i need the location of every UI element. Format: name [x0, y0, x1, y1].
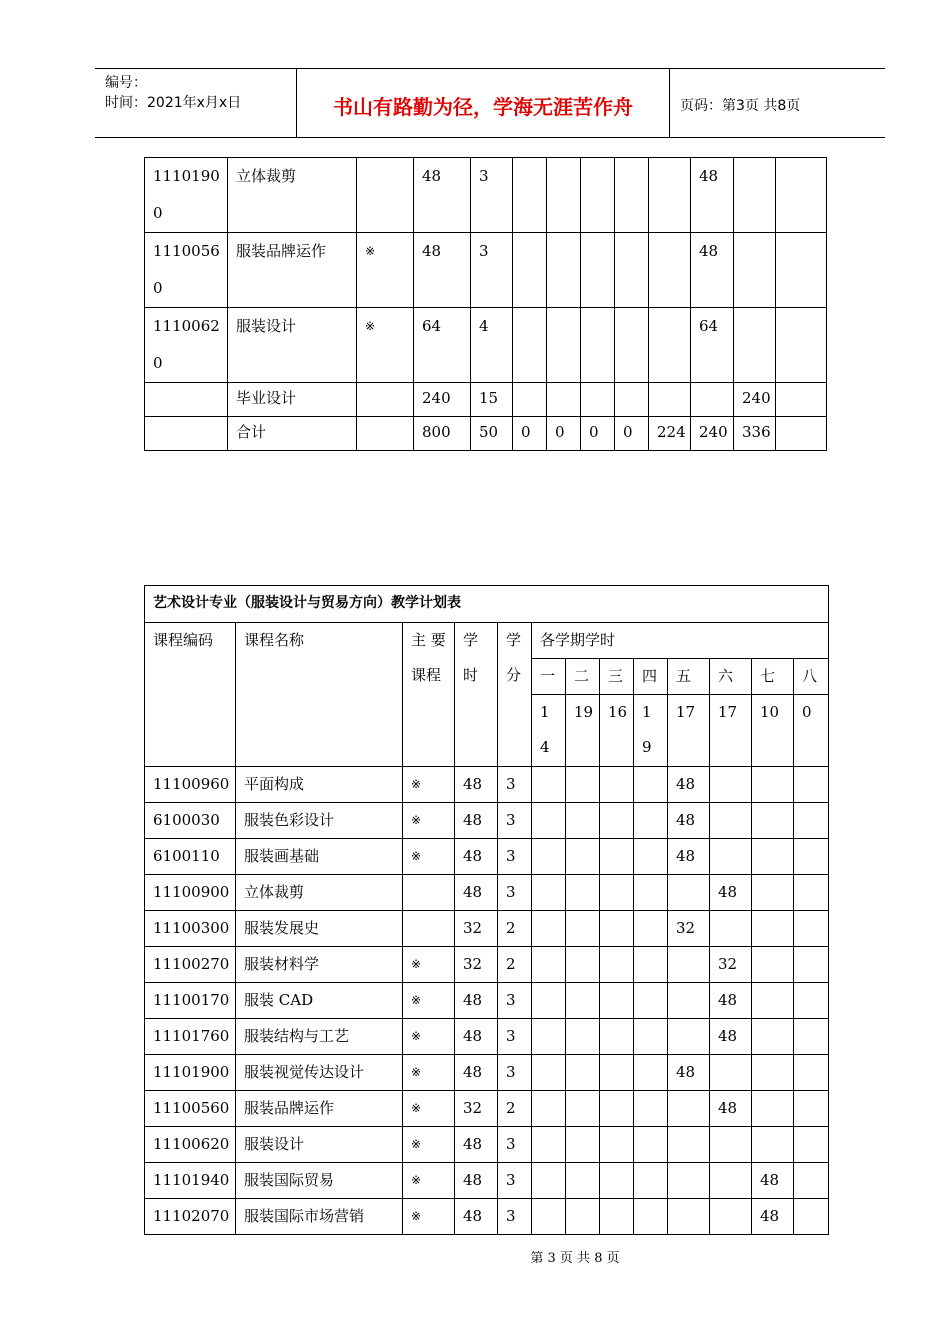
- hours-cell: 48: [455, 1055, 498, 1091]
- semester-2-cell: [566, 767, 600, 803]
- hours-cell: 48: [455, 1199, 498, 1235]
- header-main: 主 要 课程: [403, 623, 455, 767]
- motto: 书山有路勤为径，学海无涯苦作舟: [333, 95, 633, 119]
- main-course-mark-cell: ※: [403, 1127, 455, 1163]
- semester-8-cell: [794, 1091, 829, 1127]
- course-code-cell: 6100110: [145, 839, 236, 875]
- semester-4-cell: [615, 233, 649, 308]
- semester-1-cell: [532, 1055, 566, 1091]
- table-row: [145, 1163, 829, 1199]
- semester-7-cell: [752, 911, 794, 947]
- credit-cell: 2: [498, 911, 532, 947]
- credit-cell: 3: [471, 233, 513, 308]
- semester-1-cell: [532, 1091, 566, 1127]
- course-code-cell: 11100620: [145, 1127, 236, 1163]
- semester-6-cell: [710, 1163, 752, 1199]
- table-row: [145, 233, 827, 308]
- semester-2-cell: [566, 1163, 600, 1199]
- course-name-cell: 立体裁剪: [236, 875, 403, 911]
- semester-5-cell: 48: [668, 803, 710, 839]
- semester-header-4: 四: [634, 659, 668, 695]
- course-name-cell: 合计: [228, 417, 357, 451]
- semester-header-8: 八: [794, 659, 829, 695]
- semester-8-cell: [794, 1199, 829, 1235]
- semester-7-cell: [752, 803, 794, 839]
- semester-2-cell: [547, 383, 581, 417]
- semester-6-cell: [710, 1127, 752, 1163]
- semester-1-cell: [532, 875, 566, 911]
- footer-page-number: 第 3 页 共 8 页: [530, 1251, 620, 1266]
- table-row: [145, 947, 829, 983]
- credit-cell: 2: [498, 947, 532, 983]
- hours-cell: 32: [455, 1091, 498, 1127]
- semester-4-cell: [634, 1199, 668, 1235]
- semester-8-cell: [776, 417, 827, 451]
- credit-cell: 3: [498, 767, 532, 803]
- semester-header-1: 一: [532, 659, 566, 695]
- semester-6-cell: 48: [710, 983, 752, 1019]
- semester-4-cell: [634, 1019, 668, 1055]
- credit-cell: 4: [471, 308, 513, 383]
- semester-4-cell: [615, 158, 649, 233]
- semester-7-cell: [752, 767, 794, 803]
- semester-7-cell: [752, 875, 794, 911]
- code-label: 编号：: [105, 75, 147, 91]
- semester-6-cell: [710, 803, 752, 839]
- semester-3-cell: [581, 233, 615, 308]
- teaching-plan-table: [144, 585, 829, 1235]
- semester-1-cell: [532, 803, 566, 839]
- semester-6-cell: 48: [710, 1091, 752, 1127]
- table-title: 艺术设计专业（服装设计与贸易方向）教学计划表: [145, 586, 829, 623]
- semester-3-cell: [600, 947, 634, 983]
- table-row: [145, 983, 829, 1019]
- semester-8-cell: [776, 158, 827, 233]
- course-name-cell: 服装色彩设计: [236, 803, 403, 839]
- course-code-cell: 11101900: [145, 1055, 236, 1091]
- semester-4-cell: [615, 308, 649, 383]
- credit-cell: 2: [498, 1091, 532, 1127]
- table-row: [145, 875, 829, 911]
- header-semester-hours: 各学期学时: [532, 623, 829, 659]
- semester-6-cell: 240: [691, 417, 734, 451]
- semester-5-cell: 48: [668, 767, 710, 803]
- semester-weeks-3: 16: [600, 695, 634, 767]
- table-row: [145, 1127, 829, 1163]
- semester-2-cell: [566, 1019, 600, 1055]
- semester-1-cell: [532, 1199, 566, 1235]
- header-credit: 学 分: [498, 623, 532, 767]
- semester-4-cell: [634, 875, 668, 911]
- semester-5-cell: [649, 308, 691, 383]
- course-code-cell: 11100900: [145, 875, 236, 911]
- semester-5-cell: [668, 1127, 710, 1163]
- table-row: [145, 1199, 829, 1235]
- semester-5-cell: 224: [649, 417, 691, 451]
- credit-cell: 3: [498, 1163, 532, 1199]
- credit-cell: 3: [498, 1199, 532, 1235]
- semester-1-cell: [513, 158, 547, 233]
- semester-5-cell: [668, 875, 710, 911]
- semester-8-cell: [794, 947, 829, 983]
- semester-3-cell: [600, 983, 634, 1019]
- semester-6-cell: 48: [710, 875, 752, 911]
- semester-8-cell: [794, 911, 829, 947]
- semester-5-cell: [668, 983, 710, 1019]
- course-code-cell: 11101940: [145, 1163, 236, 1199]
- semester-4-cell: [634, 947, 668, 983]
- course-code-cell: [145, 383, 228, 417]
- semester-5-cell: [668, 1199, 710, 1235]
- main-course-mark-cell: ※: [403, 947, 455, 983]
- semester-7-cell: [734, 308, 776, 383]
- credit-cell: 50: [471, 417, 513, 451]
- semester-3-cell: [600, 911, 634, 947]
- credit-cell: 3: [498, 803, 532, 839]
- semester-4-cell: [634, 803, 668, 839]
- semester-1-cell: [532, 1127, 566, 1163]
- semester-8-cell: [794, 983, 829, 1019]
- hours-cell: 32: [455, 947, 498, 983]
- course-name-cell: 服装品牌运作: [236, 1091, 403, 1127]
- hours-cell: 240: [414, 383, 471, 417]
- semester-2-cell: 0: [547, 417, 581, 451]
- semester-2-cell: [566, 911, 600, 947]
- page-footer: [0, 1247, 950, 1266]
- main-course-mark-cell: ※: [403, 1163, 455, 1199]
- semester-6-cell: [691, 383, 734, 417]
- semester-6-cell: 48: [710, 1019, 752, 1055]
- header-hours: 学 时: [455, 623, 498, 767]
- semester-1-cell: [513, 383, 547, 417]
- semester-6-cell: [710, 911, 752, 947]
- main-course-mark-cell: [357, 417, 414, 451]
- header-name: 课程名称: [236, 623, 403, 767]
- table-row: [145, 911, 829, 947]
- table-row: [145, 767, 829, 803]
- main-course-mark-cell: ※: [403, 767, 455, 803]
- semester-7-cell: [752, 1091, 794, 1127]
- table-row: [145, 383, 827, 417]
- semester-7-cell: [752, 839, 794, 875]
- table-row: [145, 308, 827, 383]
- course-code-cell: 11100300: [145, 911, 236, 947]
- credit-cell: 3: [498, 1055, 532, 1091]
- semester-1-cell: [532, 947, 566, 983]
- page-info: 页码：第3页 共8页: [680, 98, 801, 114]
- semester-4-cell: [634, 911, 668, 947]
- credit-cell: 3: [498, 839, 532, 875]
- semester-1-cell: [532, 839, 566, 875]
- semester-3-cell: [600, 1055, 634, 1091]
- semester-8-cell: [794, 767, 829, 803]
- semester-3-cell: [600, 1091, 634, 1127]
- semester-6-cell: [710, 1055, 752, 1091]
- main-course-mark-cell: ※: [403, 1055, 455, 1091]
- semester-8-cell: [794, 1163, 829, 1199]
- hours-cell: 48: [455, 1127, 498, 1163]
- semester-weeks-7: 10: [752, 695, 794, 767]
- semester-6-cell: 48: [691, 158, 734, 233]
- semester-4-cell: [634, 983, 668, 1019]
- semester-5-cell: [668, 947, 710, 983]
- main-course-mark-cell: [357, 383, 414, 417]
- semester-7-cell: [734, 158, 776, 233]
- semester-4-cell: [615, 383, 649, 417]
- semester-header-6: 六: [710, 659, 752, 695]
- main-course-mark-cell: [403, 911, 455, 947]
- hours-cell: 48: [455, 983, 498, 1019]
- semester-4-cell: [634, 1091, 668, 1127]
- course-code-cell: 11100960: [145, 767, 236, 803]
- main-course-mark-cell: ※: [403, 1199, 455, 1235]
- semester-3-cell: [600, 803, 634, 839]
- semester-weeks-2: 19: [566, 695, 600, 767]
- semester-2-cell: [566, 803, 600, 839]
- semester-5-cell: [649, 383, 691, 417]
- course-code-cell: 11100560: [145, 1091, 236, 1127]
- semester-7-cell: 48: [752, 1199, 794, 1235]
- semester-1-cell: [513, 308, 547, 383]
- course-code-cell: 6100030: [145, 803, 236, 839]
- main-course-mark-cell: ※: [403, 983, 455, 1019]
- semester-7-cell: [752, 1019, 794, 1055]
- semester-5-cell: [649, 233, 691, 308]
- semester-2-cell: [547, 158, 581, 233]
- course-name-cell: 平面构成: [236, 767, 403, 803]
- course-name-cell: 立体裁剪: [228, 158, 357, 233]
- semester-3-cell: [600, 1163, 634, 1199]
- hours-cell: 48: [455, 1163, 498, 1199]
- main-course-mark-cell: ※: [357, 308, 414, 383]
- semester-2-cell: [566, 875, 600, 911]
- semester-5-cell: [668, 1163, 710, 1199]
- header-page-cell: [670, 69, 885, 137]
- semester-2-cell: [566, 1127, 600, 1163]
- main-course-mark-cell: ※: [403, 803, 455, 839]
- course-name-cell: 服装 CAD: [236, 983, 403, 1019]
- semester-6-cell: [710, 839, 752, 875]
- credit-cell: 3: [471, 158, 513, 233]
- semester-3-cell: 0: [581, 417, 615, 451]
- semester-4-cell: [634, 839, 668, 875]
- semester-1-cell: [532, 1019, 566, 1055]
- header-code: 课程编码: [145, 623, 236, 767]
- semester-6-cell: 32: [710, 947, 752, 983]
- semester-1-cell: 0: [513, 417, 547, 451]
- semester-weeks-8: 0: [794, 695, 829, 767]
- course-code-cell: 11100170: [145, 983, 236, 1019]
- header-motto-cell: [297, 69, 670, 137]
- main-course-mark-cell: ※: [403, 1091, 455, 1127]
- semester-header-7: 七: [752, 659, 794, 695]
- semester-7-cell: [752, 1127, 794, 1163]
- hours-cell: 48: [455, 839, 498, 875]
- main-course-mark-cell: [403, 875, 455, 911]
- course-code-cell: 1110056 0: [145, 233, 228, 308]
- hours-cell: 48: [414, 233, 471, 308]
- table-row: [145, 158, 827, 233]
- course-code-cell: [145, 417, 228, 451]
- semester-header-2: 二: [566, 659, 600, 695]
- main-course-mark-cell: ※: [403, 1019, 455, 1055]
- course-name-cell: 服装品牌运作: [228, 233, 357, 308]
- semester-4-cell: 0: [615, 417, 649, 451]
- semester-7-cell: [734, 233, 776, 308]
- semester-5-cell: [649, 158, 691, 233]
- semester-weeks-4: 1 9: [634, 695, 668, 767]
- main-course-mark-cell: [357, 158, 414, 233]
- semester-5-cell: 48: [668, 1055, 710, 1091]
- course-name-cell: 毕业设计: [228, 383, 357, 417]
- hours-cell: 64: [414, 308, 471, 383]
- semester-8-cell: [776, 308, 827, 383]
- credit-cell: 15: [471, 383, 513, 417]
- course-name-cell: 服装视觉传达设计: [236, 1055, 403, 1091]
- semester-1-cell: [532, 767, 566, 803]
- hours-cell: 800: [414, 417, 471, 451]
- table-row: [145, 1055, 829, 1091]
- semester-8-cell: [794, 803, 829, 839]
- semester-8-cell: [794, 839, 829, 875]
- course-code-cell: 11100270: [145, 947, 236, 983]
- course-name-cell: 服装画基础: [236, 839, 403, 875]
- semester-8-cell: [776, 383, 827, 417]
- semester-6-cell: 48: [691, 233, 734, 308]
- header-meta-cell: [95, 69, 297, 137]
- main-course-mark-cell: ※: [357, 233, 414, 308]
- semester-2-cell: [566, 1199, 600, 1235]
- table-row: [145, 803, 829, 839]
- semester-8-cell: [794, 875, 829, 911]
- semester-7-cell: [752, 983, 794, 1019]
- semester-3-cell: [600, 839, 634, 875]
- course-name-cell: 服装结构与工艺: [236, 1019, 403, 1055]
- semester-2-cell: [566, 947, 600, 983]
- semester-4-cell: [634, 1055, 668, 1091]
- semester-3-cell: [600, 1127, 634, 1163]
- semester-1-cell: [532, 983, 566, 1019]
- hours-cell: 48: [455, 767, 498, 803]
- semester-5-cell: [668, 1019, 710, 1055]
- semester-8-cell: [794, 1127, 829, 1163]
- semester-7-cell: [752, 1055, 794, 1091]
- semester-3-cell: [581, 308, 615, 383]
- credit-cell: 3: [498, 1019, 532, 1055]
- course-name-cell: 服装设计: [236, 1127, 403, 1163]
- semester-8-cell: [776, 233, 827, 308]
- semester-2-cell: [566, 1091, 600, 1127]
- semester-7-cell: 240: [734, 383, 776, 417]
- semester-1-cell: [513, 233, 547, 308]
- semester-3-cell: [600, 1019, 634, 1055]
- semester-4-cell: [634, 767, 668, 803]
- credit-cell: 3: [498, 1127, 532, 1163]
- semester-8-cell: [794, 1055, 829, 1091]
- semester-1-cell: [532, 911, 566, 947]
- semester-header-3: 三: [600, 659, 634, 695]
- table-row: [145, 1091, 829, 1127]
- semester-6-cell: 64: [691, 308, 734, 383]
- semester-3-cell: [600, 875, 634, 911]
- hours-cell: 32: [455, 911, 498, 947]
- course-table-continued: [144, 157, 827, 451]
- semester-7-cell: 48: [752, 1163, 794, 1199]
- semester-3-cell: [600, 1199, 634, 1235]
- semester-2-cell: [547, 233, 581, 308]
- semester-1-cell: [532, 1163, 566, 1199]
- semester-2-cell: [566, 1055, 600, 1091]
- semester-2-cell: [547, 308, 581, 383]
- hours-cell: 48: [455, 803, 498, 839]
- table-row: [145, 839, 829, 875]
- semester-header-5: 五: [668, 659, 710, 695]
- semester-5-cell: 48: [668, 839, 710, 875]
- semester-5-cell: 32: [668, 911, 710, 947]
- semester-2-cell: [566, 983, 600, 1019]
- semester-6-cell: [710, 1199, 752, 1235]
- semester-2-cell: [566, 839, 600, 875]
- course-name-cell: 服装设计: [228, 308, 357, 383]
- course-name-cell: 服装国际市场营销: [236, 1199, 403, 1235]
- course-code-cell: 11101760: [145, 1019, 236, 1055]
- semester-7-cell: [752, 947, 794, 983]
- semester-weeks-1: 1 4: [532, 695, 566, 767]
- course-code-cell: 11102070: [145, 1199, 236, 1235]
- course-code-cell: 1110062 0: [145, 308, 228, 383]
- semester-weeks-5: 17: [668, 695, 710, 767]
- page-header: [95, 68, 885, 138]
- credit-cell: 3: [498, 983, 532, 1019]
- course-name-cell: 服装材料学: [236, 947, 403, 983]
- credit-cell: 3: [498, 875, 532, 911]
- semester-3-cell: [581, 383, 615, 417]
- semester-7-cell: 336: [734, 417, 776, 451]
- semester-5-cell: [668, 1091, 710, 1127]
- main-course-mark-cell: ※: [403, 839, 455, 875]
- hours-cell: 48: [414, 158, 471, 233]
- semester-3-cell: [581, 158, 615, 233]
- semester-4-cell: [634, 1163, 668, 1199]
- table-row: [145, 417, 827, 451]
- semester-8-cell: [794, 1019, 829, 1055]
- semester-4-cell: [634, 1127, 668, 1163]
- semester-weeks-6: 17: [710, 695, 752, 767]
- course-code-cell: 1110190 0: [145, 158, 228, 233]
- semester-6-cell: [710, 767, 752, 803]
- hours-cell: 48: [455, 875, 498, 911]
- course-name-cell: 服装发展史: [236, 911, 403, 947]
- hours-cell: 48: [455, 1019, 498, 1055]
- table-row: [145, 1019, 829, 1055]
- semester-3-cell: [600, 767, 634, 803]
- course-name-cell: 服装国际贸易: [236, 1163, 403, 1199]
- time-label: 时间：2021年x月x日: [105, 95, 242, 111]
